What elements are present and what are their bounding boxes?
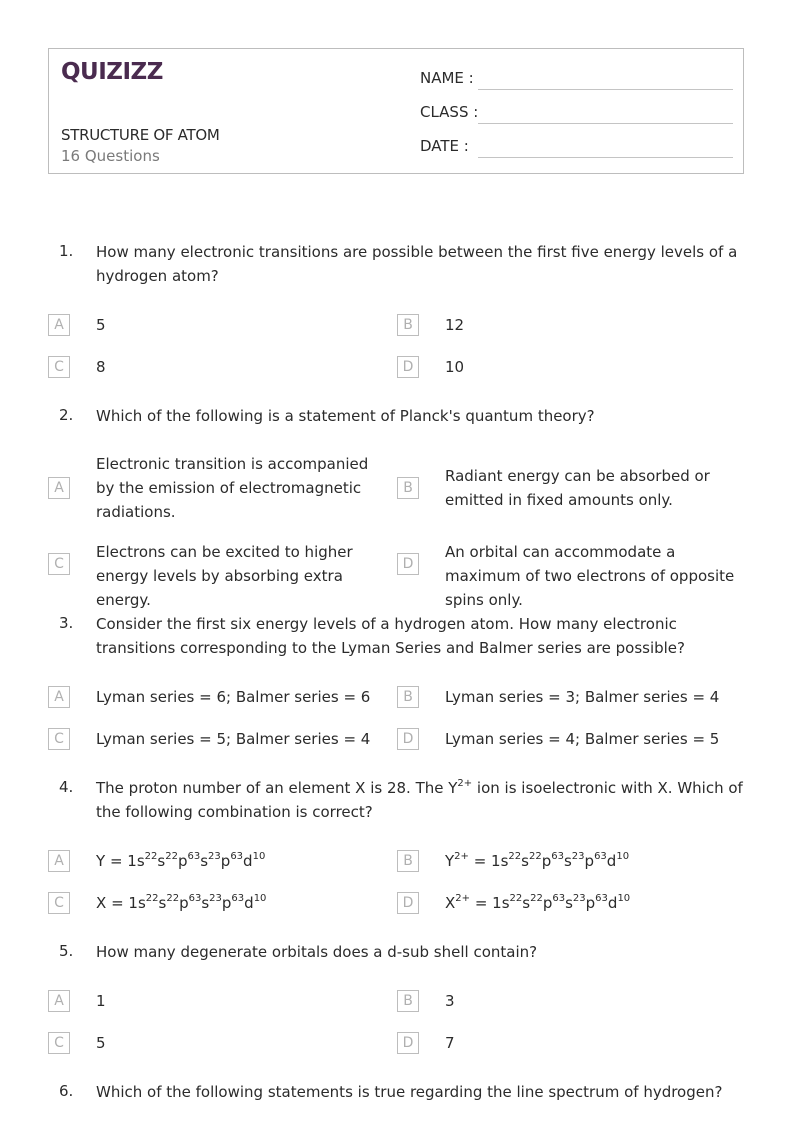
option-d-text xyxy=(445,891,630,915)
option-d-text: An orbital can accommodate a maximum of two electrons of opposite spins only. xyxy=(445,543,735,609)
question-text-part: The proton number of an element X is 28. The Y xyxy=(96,779,458,797)
option-c-box: C xyxy=(48,892,70,914)
option-b-box: B xyxy=(397,477,419,499)
option-d-box: D xyxy=(397,553,419,575)
option-b-text: Radiant energy can be absorbed or emitted in fixed amounts only. xyxy=(445,467,710,509)
option-symbol: Y xyxy=(445,852,455,870)
option-d-box: D xyxy=(397,356,419,378)
date-line xyxy=(478,157,733,158)
option-b-box: B xyxy=(397,686,419,708)
option-b-box: B xyxy=(397,314,419,336)
option-symbol: Y xyxy=(96,852,106,870)
name-label: NAME : xyxy=(420,69,474,87)
question-text: Which of the following statements is true regarding the line spectrum of hydrogen? xyxy=(96,1083,723,1101)
option-d-text: 10 xyxy=(445,358,465,376)
option-c-box: C xyxy=(48,356,70,378)
option-a-text: Electronic transition is accompanied by the emission of electromagnetic radiations. xyxy=(96,455,369,521)
electron-configuration: = $1s^{22}s^{22}p^{63}s^{23}p^{63}d^{10}$ xyxy=(473,851,630,870)
option-c-text: Electrons can be excited to higher energy levels by absorbing extra energy. xyxy=(96,543,353,609)
question-number: 2. xyxy=(59,406,74,424)
quizizz-logo: QUIZIZZ xyxy=(61,59,163,85)
option-symbol: X xyxy=(445,894,456,912)
option-c-text: 8 xyxy=(96,358,106,376)
electron-configuration: = $1s^{22}s^{22}p^{63}s^{23}p^{63}d^{10}$ xyxy=(109,851,266,870)
question-text: Consider the first six energy levels of a hydrogen atom. How many electronic transitions corresponding to the Lyman Series and Balmer series are possible? xyxy=(96,615,685,657)
option-a-box: A xyxy=(48,850,70,872)
date-label: DATE : xyxy=(420,137,469,155)
option-a-box: A xyxy=(48,314,70,336)
option-b-text xyxy=(445,849,629,873)
option-a-box: A xyxy=(48,686,70,708)
option-c-text xyxy=(96,891,266,915)
option-symbol: X xyxy=(96,894,107,912)
option-d-box: D xyxy=(397,1032,419,1054)
option-a-box: A xyxy=(48,477,70,499)
name-line xyxy=(478,89,733,90)
option-a-text: 5 xyxy=(96,316,106,334)
question-text: Which of the following is a statement of Planck's quantum theory? xyxy=(96,407,595,425)
option-a-box: A xyxy=(48,990,70,1012)
electron-configuration: = $1s^{22}s^{22}p^{63}s^{23}p^{63}d^{10}$ xyxy=(474,893,631,912)
option-d-box: D xyxy=(397,728,419,750)
option-a-text: Lyman series = 6; Balmer series = 6 xyxy=(96,688,371,706)
question-number: 3. xyxy=(59,614,74,632)
option-b-box: B xyxy=(397,850,419,872)
option-a-text: 1 xyxy=(96,992,106,1010)
question-number: 1. xyxy=(59,242,74,260)
option-b-text: 3 xyxy=(445,992,455,1010)
question-text-part: ion is isoelectronic with X. Which of the following combination is correct? xyxy=(96,779,743,821)
electron-configuration: = $1s^{22}s^{22}p^{63}s^{23}p^{63}d^{10}$ xyxy=(111,893,267,912)
option-charge: 2+ xyxy=(455,893,471,904)
option-a-text xyxy=(96,849,265,873)
question-number: 4. xyxy=(59,778,74,796)
option-c-text: Lyman series = 5; Balmer series = 4 xyxy=(96,730,371,748)
option-c-box: C xyxy=(48,553,70,575)
option-d-box: D xyxy=(397,892,419,914)
worksheet-title: STRUCTURE OF ATOM xyxy=(61,126,220,144)
question-text: How many electronic transitions are possible between the first five energy levels of a hydrogen atom? xyxy=(96,243,738,285)
option-b-box: B xyxy=(397,990,419,1012)
question-number: 5. xyxy=(59,942,74,960)
class-label: CLASS : xyxy=(420,103,479,121)
option-b-text: Lyman series = 3; Balmer series = 4 xyxy=(445,688,720,706)
question-text xyxy=(96,776,746,824)
question-text: How many degenerate orbitals does a d-sub shell contain? xyxy=(96,943,538,961)
option-c-box: C xyxy=(48,1032,70,1054)
worksheet-header xyxy=(48,48,744,174)
option-c-box: C xyxy=(48,728,70,750)
question-count: 16 Questions xyxy=(61,147,160,165)
question-number: 6. xyxy=(59,1082,74,1100)
class-line xyxy=(478,123,733,124)
option-d-text: Lyman series = 4; Balmer series = 5 xyxy=(445,730,720,748)
option-charge: 2+ xyxy=(454,851,469,862)
option-c-text: 5 xyxy=(96,1034,106,1052)
charge-superscript: 2+ xyxy=(457,778,473,789)
option-b-text: 12 xyxy=(445,316,465,334)
option-d-text: 7 xyxy=(445,1034,455,1052)
